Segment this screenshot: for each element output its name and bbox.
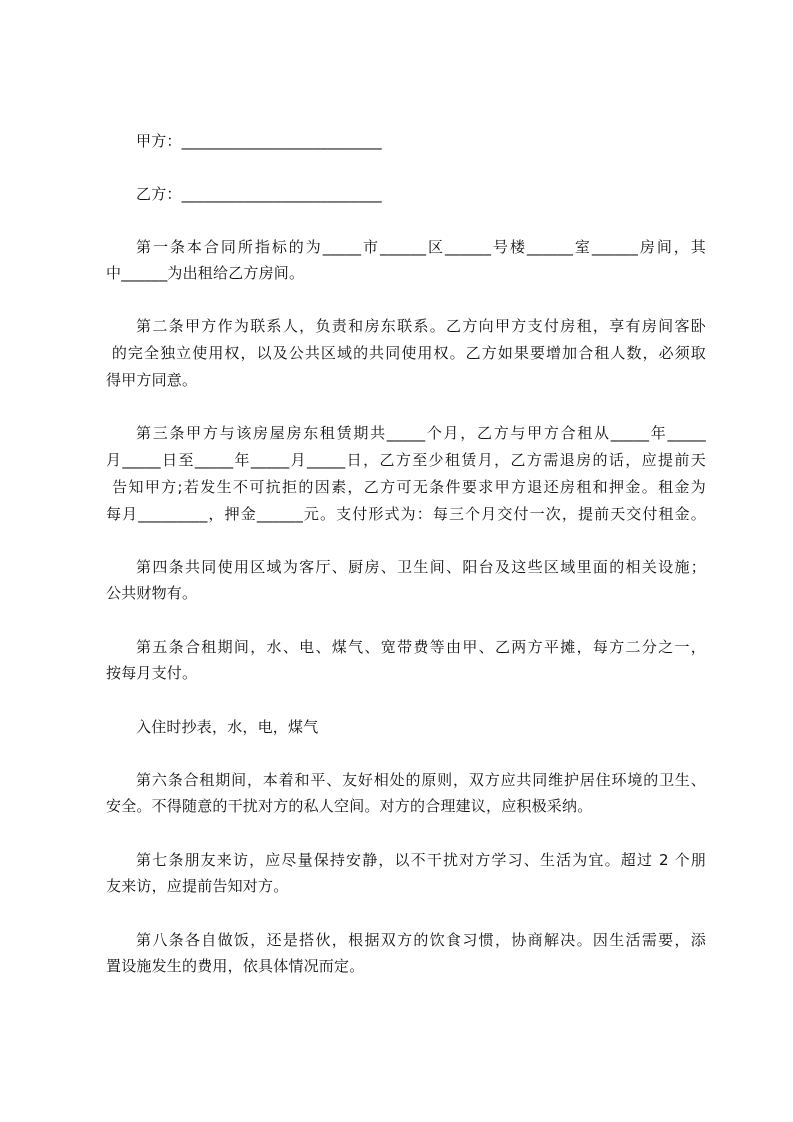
meter-note: 入住时抄表，水，电，煤气 [136, 718, 319, 736]
article-1-line-2: 中______为出租给乙方房间。 [106, 264, 305, 282]
article-7-line-2: 友来访，应提前告知对方。 [106, 877, 289, 895]
article-1-line-1: 第一条本合同所指标的为_____市______区______号楼______室______房间，其 [136, 238, 706, 256]
article-7-line-1: 第七条朋友来访，应尽量保持安静，以不干扰对方学习、生活为宜。超过 2 个朋 [136, 851, 706, 869]
article-8-line-2: 置设施发生的费用，依具体情况而定。 [106, 957, 365, 975]
article-4-line-1: 第四条共同使用区域为客厅、厨房、卫生间、阳台及这些区域里面的相关设施； [136, 558, 706, 576]
article-3-line-4: 每月_________，押金______元。支付形式为：每三个月交付一次，提前天交付租金。 [106, 505, 706, 523]
article-4-line-2: 公共财物有。 [106, 584, 198, 602]
article-8-line-1: 第八条各自做饭，还是搭伙，根据双方的饮食习惯，协商解决。因生活需要，添 [136, 931, 706, 949]
article-6-line-1: 第六条合租期间，本着和平、友好相处的原则，双方应共同维护居住环境的卫生、 [136, 771, 706, 789]
article-3-line-3: 告知甲方;若发生不可抗拒的因素，乙方可无条件要求甲方退还房租和押金。租金为 [106, 478, 706, 496]
article-2-line-3: 得甲方同意。 [106, 371, 198, 389]
party-a-line: 甲方：__________________________ [136, 132, 382, 150]
article-5-line-2: 按每月支付。 [106, 664, 198, 682]
party-b-line: 乙方：__________________________ [136, 185, 382, 203]
article-2-line-2: 的完全独立使用权，以及公共区域的共同使用权。乙方如果要增加合租人数，必须取 [106, 344, 706, 362]
article-2-line-1: 第二条甲方作为联系人，负责和房东联系。乙方向甲方支付房租，享有房间客卧 [136, 317, 706, 335]
article-6-line-2: 安全。不得随意的干扰对方的私人空间。对方的合理建议，应积极采纳。 [106, 797, 593, 815]
article-5-line-1: 第五条合租期间，水、电、煤气、宽带费等由甲、乙两方平摊，每方二分之一， [136, 638, 706, 656]
article-3-line-1: 第三条甲方与该房屋房东租赁期共_____个月，乙方与甲方合租从_____年_____ [136, 424, 706, 442]
article-3-line-2: 月_____日至_____年_____月_____日，乙方至少租赁月，乙方需退房的话，应提前天 [106, 451, 706, 469]
